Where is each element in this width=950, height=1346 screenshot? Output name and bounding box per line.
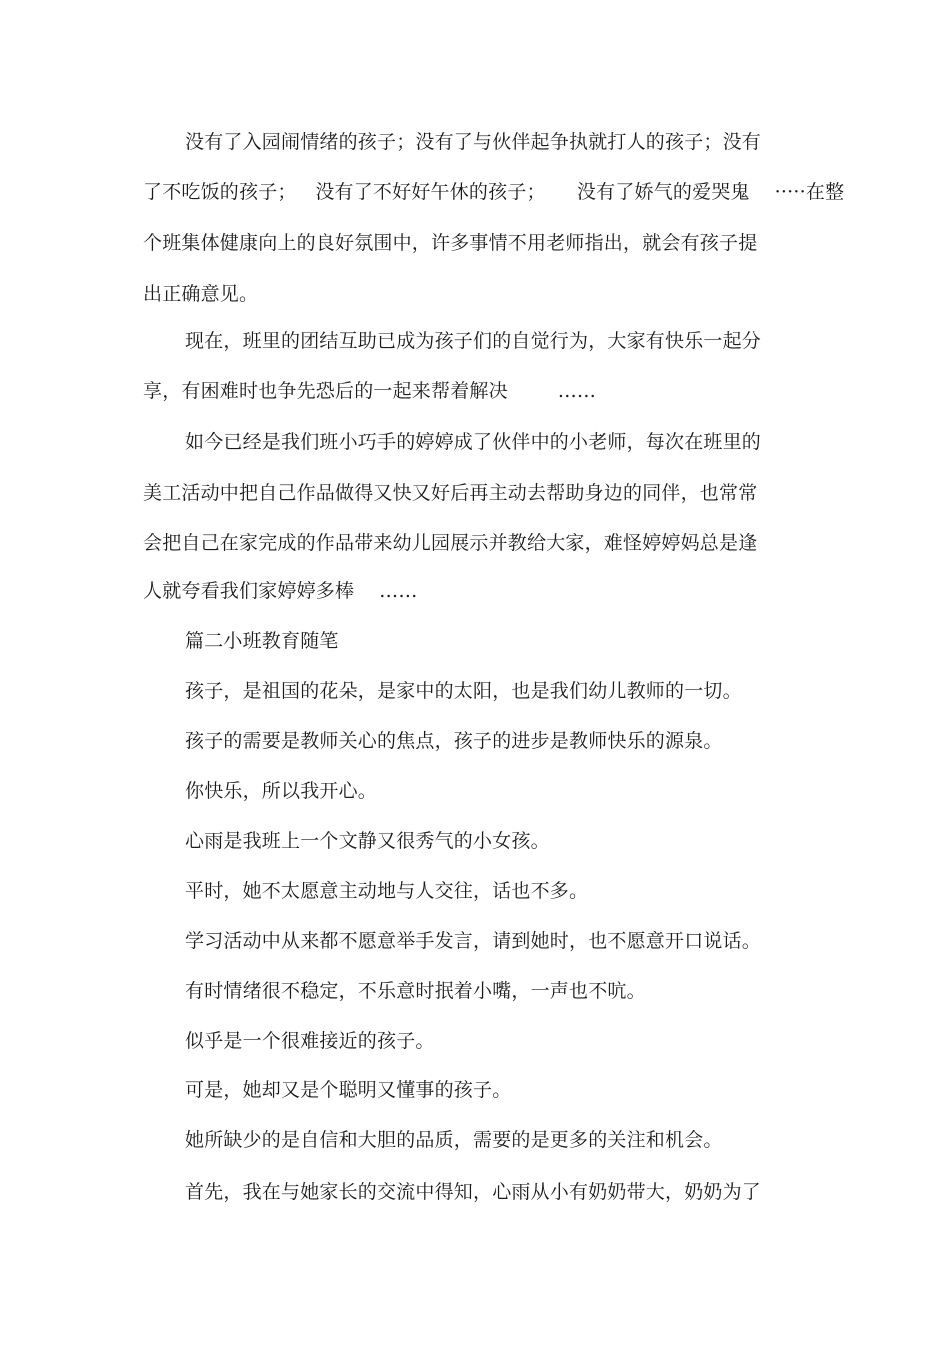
text-line: 你快乐，所以我开心。 bbox=[185, 780, 378, 802]
text-line: 孩子的需要是教师关心的焦点，孩子的进步是教师快乐的源泉。 bbox=[185, 730, 723, 752]
text-line: 没有了入园闹情绪的孩子；没有了与伙伴起争执就打人的孩子；没有 bbox=[185, 131, 762, 153]
text-line: 有时情绪很不稳定，不乐意时抿着小嘴，一声也不吭。 bbox=[185, 980, 646, 1002]
text-line: 孩子，是祖国的花朵，是家中的太阳，也是我们幼儿教师的一切。 bbox=[185, 680, 742, 702]
text-line: 了不吃饭的孩子； 没有了不好好午休的孩子； 没有了娇气的爱哭鬼 ·····在整 bbox=[143, 181, 845, 203]
text-line: 首先，我在与她家长的交流中得知，心雨从小有奶奶带大，奶奶为了 bbox=[185, 1181, 762, 1203]
section-heading: 篇二小班教育随笔 bbox=[185, 630, 339, 652]
text-line: 学习活动中从来都不愿意举手发言，请到她时，也不愿意开口说话。 bbox=[185, 930, 762, 952]
text-line: 可是，她却又是个聪明又懂事的孩子。 bbox=[185, 1079, 512, 1101]
text-line: 美工活动中把自己作品做得又快又好后再主动去帮助身边的同伴，也常常 bbox=[143, 482, 758, 504]
text-line: 人就夸看我们家婷婷多棒 …… bbox=[143, 580, 418, 602]
text-line: 心雨是我班上一个文静又很秀气的小女孩。 bbox=[185, 830, 550, 852]
text-line: 现在，班里的团结互助已成为孩子们的自觉行为，大家有快乐一起分 bbox=[185, 330, 762, 352]
text-line: 享，有困难时也争先恐后的一起来帮着解决 …… bbox=[143, 380, 597, 402]
text-line: 她所缺少的是自信和大胆的品质，需要的是更多的关注和机会。 bbox=[185, 1129, 723, 1151]
text-line: 出正确意见。 bbox=[143, 283, 259, 305]
text-line: 个班集体健康向上的良好氛围中，许多事情不用老师指出，就会有孩子提 bbox=[143, 232, 758, 254]
text-line: 平时，她不太愿意主动地与人交往，话也不多。 bbox=[185, 880, 589, 902]
text-line: 如今已经是我们班小巧手的婷婷成了伙伴中的小老师，每次在班里的 bbox=[185, 431, 762, 453]
text-line: 会把自己在家完成的作品带来幼儿园展示并教给大家，难怪婷婷妈总是逢 bbox=[143, 532, 758, 554]
text-line: 似乎是一个很难接近的孩子。 bbox=[185, 1030, 435, 1052]
